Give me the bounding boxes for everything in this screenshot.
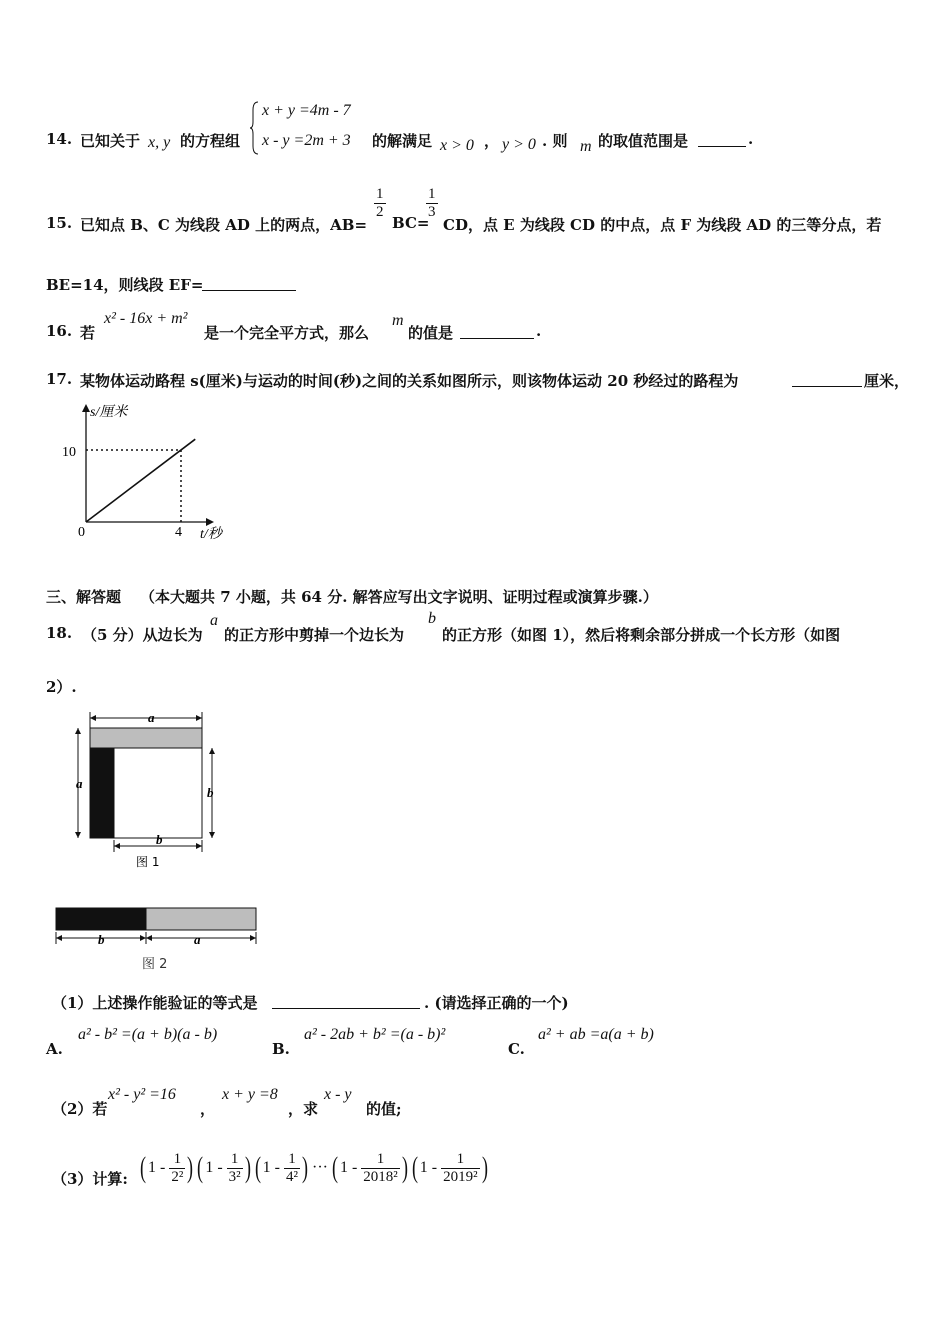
chart-xtick-0: 0 bbox=[78, 525, 85, 540]
q15-f2-denominator: 3 bbox=[428, 204, 436, 220]
q18-part1-end: . (请选择正确的一个) bbox=[424, 994, 569, 1012]
fig1-arrow-down-icon bbox=[75, 832, 81, 838]
q14-condition-1: x > 0 bbox=[440, 137, 474, 154]
fig1-label-b-right: b bbox=[207, 785, 214, 800]
fig2-label-a: a bbox=[194, 932, 201, 947]
chart-y-arrow-icon bbox=[82, 404, 90, 412]
paren-open: ( bbox=[254, 1151, 261, 1184]
paren-open: ( bbox=[197, 1151, 204, 1184]
calc-fraction-1 bbox=[169, 1151, 185, 1186]
q17-text-1: 某物体运动路程 s(厘米)与运动的时间(秒)之间的关系如图所示，则该物体运动 20 秒经过的路程为 bbox=[80, 372, 739, 390]
q14-text-5: 的取值范围是 bbox=[598, 132, 689, 150]
q18-text-2: 的正方形中剪掉一个边长为 bbox=[224, 626, 405, 644]
fig1-caption: 图 1 bbox=[136, 855, 160, 869]
fig1-arrow-left-icon bbox=[114, 843, 120, 849]
q18-part2-expr-3: x - y bbox=[324, 1086, 352, 1103]
q17-text-2: 厘米， bbox=[864, 372, 910, 390]
q14-text-2: 的方程组 bbox=[180, 132, 241, 150]
paren-close: ) bbox=[187, 1151, 194, 1184]
q18-part2-expr-1: x² - y² =16 bbox=[108, 1086, 176, 1103]
q15-fraction-1 bbox=[374, 186, 386, 221]
q18-part2-expr-2: x + y =8 bbox=[222, 1086, 278, 1103]
q17-answer-blank bbox=[792, 386, 862, 387]
q18-number: 18. bbox=[46, 624, 73, 642]
q14-m: m bbox=[580, 138, 592, 155]
option-a-equation: a² - b² =(a + b)(a - b) bbox=[78, 1026, 218, 1043]
q15-f1-numerator: 1 bbox=[376, 186, 384, 202]
paren-open: ( bbox=[411, 1151, 418, 1184]
paren-open: ( bbox=[140, 1151, 146, 1184]
paren-close: ) bbox=[401, 1151, 408, 1184]
q17-number: 17. bbox=[46, 370, 73, 388]
q14-text-4: . 则 bbox=[542, 132, 568, 150]
q14-end: . bbox=[748, 130, 754, 148]
chart-ytick-10: 10 bbox=[62, 445, 76, 460]
q14-equation-2: x - y =2m + 3 bbox=[262, 132, 351, 149]
q18-var-a: a bbox=[210, 612, 218, 629]
fig1-black-strip bbox=[90, 748, 114, 838]
q14-text-1: 已知关于 bbox=[80, 132, 141, 150]
q18-part3-text: （3）计算: bbox=[52, 1170, 128, 1188]
q15-f1-denominator: 2 bbox=[376, 204, 384, 220]
q14-number: 14. bbox=[46, 130, 73, 148]
calc-den-1: 2² bbox=[171, 1168, 184, 1185]
q16-number: 16. bbox=[46, 322, 73, 340]
q15-number: 15. bbox=[46, 214, 73, 232]
q16-answer-blank bbox=[460, 338, 534, 339]
q18-part2-text-3: 的值; bbox=[366, 1100, 402, 1118]
q16-expression: x² - 16x + m² bbox=[104, 310, 188, 327]
fig1-label-b-bottom: b bbox=[156, 832, 163, 847]
q14-answer-blank bbox=[698, 146, 746, 147]
option-c-label: C. bbox=[508, 1040, 525, 1058]
calc-one: 1 - bbox=[339, 1159, 358, 1176]
fig1-arrow-right-icon bbox=[196, 715, 202, 721]
q15-f2-numerator: 1 bbox=[428, 186, 436, 202]
chart-series-line bbox=[86, 439, 195, 522]
fig2-arrow-right-icon bbox=[250, 935, 256, 941]
q18-var-b: b bbox=[428, 610, 436, 627]
calc-num: 1 bbox=[230, 1150, 239, 1167]
q14-vars: x, y bbox=[148, 134, 171, 151]
q15-text-3: CD，点 E 为线段 CD 的中点，点 F 为线段 AD 的三等分点，若 bbox=[443, 216, 882, 234]
calc-one: 1 - bbox=[262, 1159, 280, 1176]
q14-text-3: 的解满足 bbox=[372, 132, 433, 150]
fig1-label-a-left: a bbox=[76, 776, 83, 791]
calc-fraction-5 bbox=[441, 1151, 480, 1186]
fig2-arrow-left-icon bbox=[56, 935, 62, 941]
fig1-gray-strip bbox=[90, 728, 202, 748]
q15-text-1: 已知点 B、C 为线段 AD 上的两点，AB= bbox=[80, 216, 368, 234]
q15-answer-blank bbox=[202, 290, 296, 291]
calc-fraction-3 bbox=[284, 1151, 300, 1186]
q18-part2-sep: ， bbox=[200, 1100, 216, 1118]
calc-den-2: 3² bbox=[228, 1168, 241, 1185]
calc-num: 1 bbox=[376, 1150, 385, 1167]
fig2-caption: 图 2 bbox=[142, 957, 168, 972]
option-a-label: A. bbox=[46, 1040, 63, 1058]
q16-end: . bbox=[536, 322, 542, 340]
q16-m: m bbox=[392, 312, 404, 329]
q16-text-3: 的值是 bbox=[408, 324, 454, 342]
q18-text-3: 的正方形（如图 1），然后将剩余部分拼成一个长方形（如图 bbox=[442, 626, 841, 644]
fig2-arrow-right-icon bbox=[140, 935, 146, 941]
q18-part2-text-1: （2）若 bbox=[52, 1100, 108, 1118]
fig2-arrow-left-icon bbox=[146, 935, 152, 941]
paren-open: ( bbox=[331, 1151, 338, 1184]
chart-xtick-4: 4 bbox=[175, 525, 182, 540]
calc-fraction-2 bbox=[227, 1151, 243, 1186]
section-3-note: （本大题共 7 小题，共 64 分. 解答应写出文字说明、证明过程或演算步骤.） bbox=[140, 588, 658, 606]
q18-part3-product bbox=[138, 1140, 490, 1196]
q18-text-1: （5 分）从边长为 bbox=[82, 626, 203, 644]
calc-one: 1 - bbox=[419, 1159, 438, 1176]
q15-text-2: BC= bbox=[392, 214, 430, 232]
calc-one: 1 - bbox=[148, 1159, 166, 1176]
fig1-inner-square bbox=[114, 748, 202, 838]
calc-den-3: 4² bbox=[285, 1168, 298, 1185]
q15-fraction-2 bbox=[426, 186, 438, 221]
section-3-title: 三、解答题 bbox=[46, 588, 122, 606]
paren-close: ) bbox=[481, 1151, 488, 1184]
paren-close: ) bbox=[301, 1151, 308, 1184]
q18-part2-text-2: ，求 bbox=[288, 1100, 319, 1118]
fig1-arrow-up-icon bbox=[75, 728, 81, 734]
fig1-arrow-down-icon bbox=[209, 832, 215, 838]
chart-x-arrow-icon bbox=[206, 518, 214, 526]
calc-num: 1 bbox=[456, 1150, 465, 1167]
fig2-black-strip bbox=[56, 908, 146, 930]
q18-text-line2: 2）. bbox=[46, 678, 77, 696]
figure-2 bbox=[50, 900, 270, 980]
calc-ellipsis: ··· bbox=[311, 1159, 328, 1176]
fig1-label-a-top: a bbox=[148, 710, 155, 725]
q16-text-2: 是一个完全平方式，那么 bbox=[204, 324, 370, 342]
q18-part1-answer-blank bbox=[272, 1008, 420, 1009]
paren-close: ) bbox=[244, 1151, 251, 1184]
fig1-arrow-right-icon bbox=[196, 843, 202, 849]
option-c-equation: a² + ab =a(a + b) bbox=[538, 1026, 654, 1043]
chart-xlabel: t/秒 bbox=[200, 527, 222, 542]
q14-condition-2: y > 0 bbox=[502, 136, 536, 153]
fig2-label-b: b bbox=[98, 932, 105, 947]
fig1-arrow-up-icon bbox=[209, 748, 215, 754]
calc-fraction-4 bbox=[361, 1151, 400, 1186]
q17-chart bbox=[60, 400, 250, 550]
calc-den-5: 2019² bbox=[443, 1168, 478, 1185]
q18-part1-text: （1）上述操作能验证的等式是 bbox=[52, 994, 258, 1012]
q16-text-1: 若 bbox=[80, 324, 96, 342]
q15-text-line2: BE=14，则线段 EF= bbox=[46, 276, 204, 294]
calc-den-4: 2018² bbox=[363, 1168, 398, 1185]
fig2-gray-strip bbox=[146, 908, 256, 930]
q14-equation-1: x + y =4m - 7 bbox=[262, 102, 351, 119]
calc-one: 1 - bbox=[205, 1159, 223, 1176]
calc-num: 1 bbox=[173, 1150, 182, 1167]
chart-ylabel: s/厘米 bbox=[90, 405, 128, 420]
figure-1 bbox=[66, 706, 226, 876]
fig1-arrow-left-icon bbox=[90, 715, 96, 721]
option-b-equation: a² - 2ab + b² =(a - b)² bbox=[304, 1026, 446, 1043]
q14-comma: ， bbox=[484, 132, 500, 150]
q14-brace-icon bbox=[250, 100, 260, 156]
option-b-label: B. bbox=[272, 1040, 290, 1058]
calc-num: 1 bbox=[288, 1150, 296, 1167]
